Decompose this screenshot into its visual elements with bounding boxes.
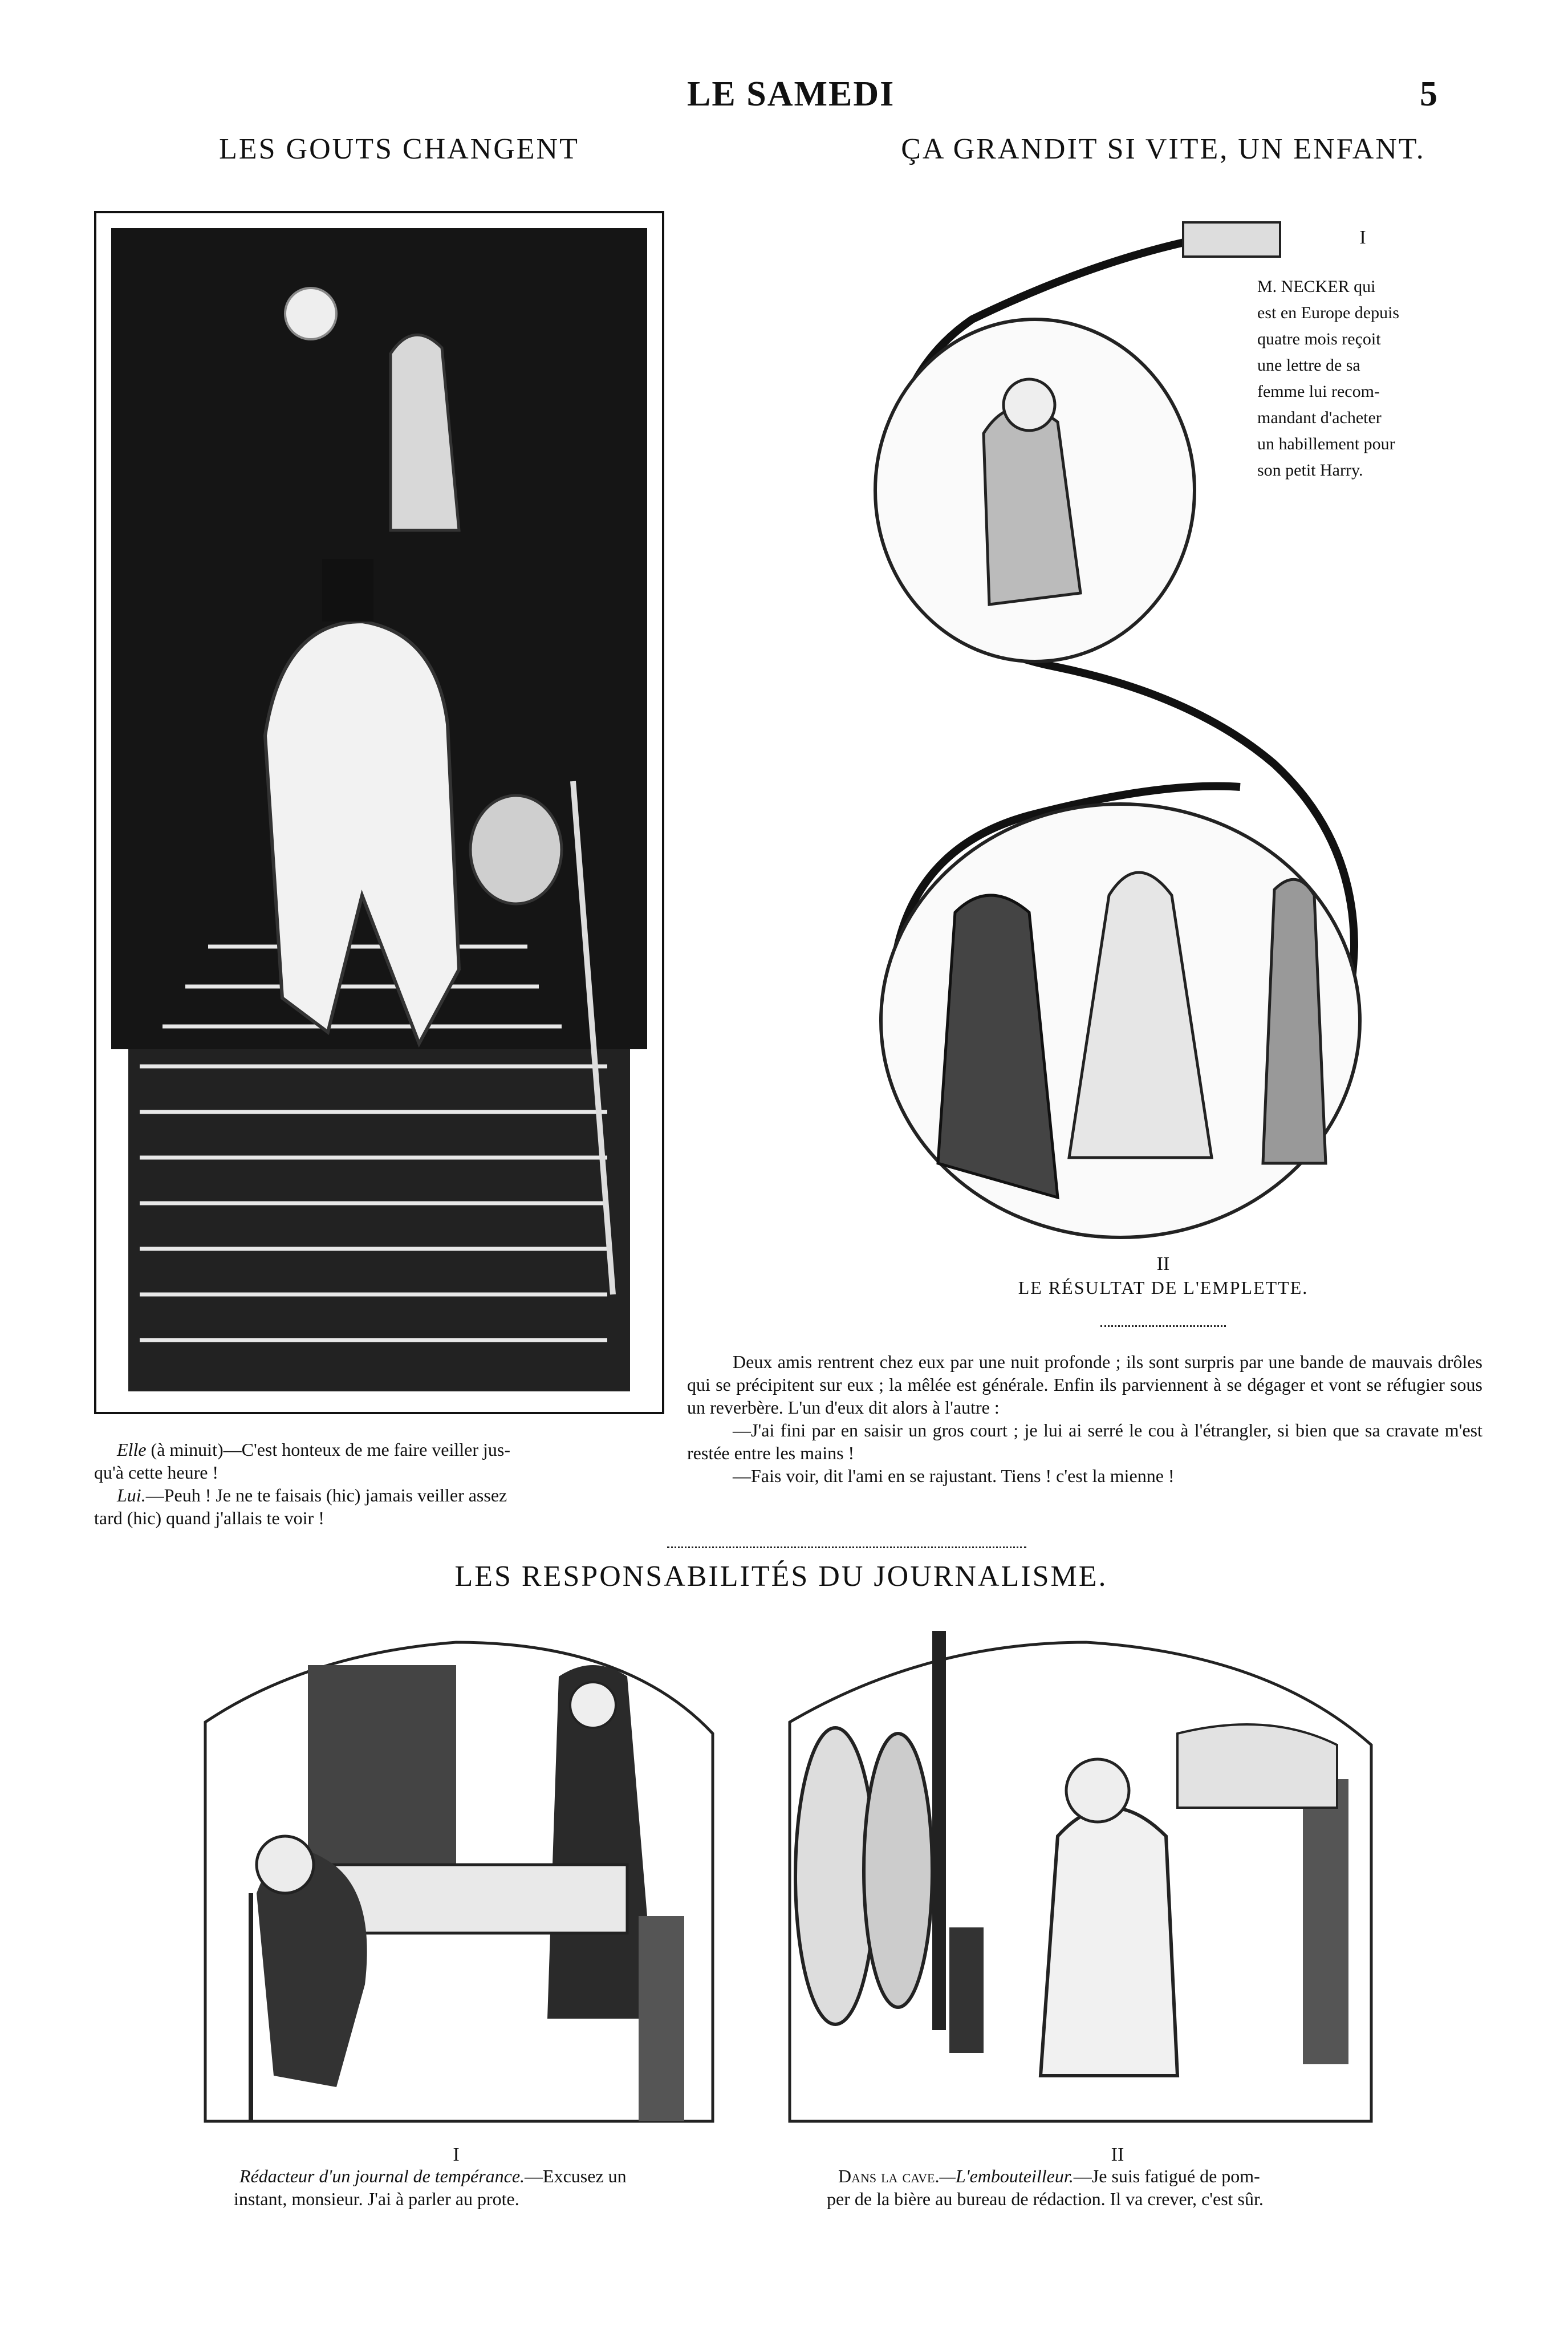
left-cartoon-caption: [94, 1438, 664, 1529]
panel-two-number: II: [1111, 2144, 1124, 2165]
caption-speaker-lui: Lui.: [117, 1485, 146, 1505]
part-one-line: mandant d'acheter: [1257, 408, 1382, 427]
page-number: 5: [1420, 75, 1439, 113]
panel-one-number: I: [453, 2144, 460, 2165]
anecdote-text: [687, 1350, 1482, 1487]
panel-two-caption: [827, 2165, 1443, 2210]
staircase-engraving: [94, 211, 664, 1414]
caption-text: tard (hic) quand j'allais te voir !: [94, 1508, 324, 1528]
right-cartoon-title: ÇA GRANDIT SI VITE, UN ENFANT.: [901, 133, 1425, 165]
part-one-line: quatre mois reçoit: [1257, 330, 1381, 348]
anecdote-paragraph: —Fais voir, dit l'ami en se rajustant. Tiens ! c'est la mienne !: [733, 1466, 1175, 1486]
caption-speaker-elle: Elle: [117, 1439, 147, 1460]
part-one-text: [1257, 274, 1445, 484]
caption-text: —Je suis fatigué de pom-: [1073, 2166, 1260, 2186]
part-one-line: une lettre de sa: [1257, 356, 1360, 375]
caption-italic: —L'embouteilleur.: [939, 2166, 1074, 2186]
part-one-line: est en Europe depuis: [1257, 303, 1400, 322]
anecdote-paragraph: —J'ai fini par en saisir un gros court ; je lui ai serré le cou à l'étrangler, si bien que sa cravate m'est restée entre les mains !: [687, 1420, 1482, 1463]
caption-text: —Excusez un: [525, 2166, 627, 2186]
caption-italic: Rédacteur d'un journal de tempérance.: [239, 2166, 525, 2186]
section-divider: [667, 1546, 1026, 1548]
part-one-line: son petit Harry.: [1257, 461, 1363, 480]
caption-text: qu'à cette heure !: [94, 1462, 219, 1483]
part-two-title: LE RÉSULTAT DE L'EMPLETTE.: [1018, 1277, 1309, 1298]
part-one-line: un habillement pour: [1257, 435, 1395, 453]
journal-title: LE SAMEDI: [687, 75, 895, 113]
part-one-line: M. NECKER qui: [1257, 277, 1376, 296]
part-one-line: femme lui recom-: [1257, 382, 1380, 401]
caption-text: (à minuit)—C'est honteux de me faire veiller jus-: [151, 1439, 510, 1460]
cellar-engraving: [778, 1619, 1383, 2133]
left-cartoon-title: LES GOUTS CHANGENT: [219, 133, 579, 165]
anecdote-paragraph: Deux amis rentrent chez eux par une nuit profonde ; ils sont surpris par une bande de mauvais drôles qui se précipitent sur eux ; la mêlée est générale. Enfin ils parviennent à se dégager et vont se réfugier sous un reverbère. L'un d'eux dit alors à l'autre :: [687, 1351, 1482, 1418]
caption-smallcaps: Dans la cave.: [838, 2166, 940, 2186]
bottom-section-title: LES RESPONSABILITÉS DU JOURNALISME.: [454, 1560, 1108, 1593]
caption-text: —Peuh ! Je ne te faisais (hic) jamais veiller assez: [145, 1485, 507, 1505]
part-two-number: II: [1156, 1253, 1170, 1274]
panel-one-caption: [234, 2165, 764, 2210]
editor-desk-engraving: [194, 1619, 724, 2133]
separator: [1100, 1325, 1226, 1327]
caption-text: instant, monsieur. J'ai à parler au prote.: [234, 2189, 519, 2209]
caption-text: per de la bière au bureau de rédaction. Il va crever, c'est sûr.: [827, 2189, 1264, 2209]
part-one-number: I: [1359, 227, 1366, 248]
